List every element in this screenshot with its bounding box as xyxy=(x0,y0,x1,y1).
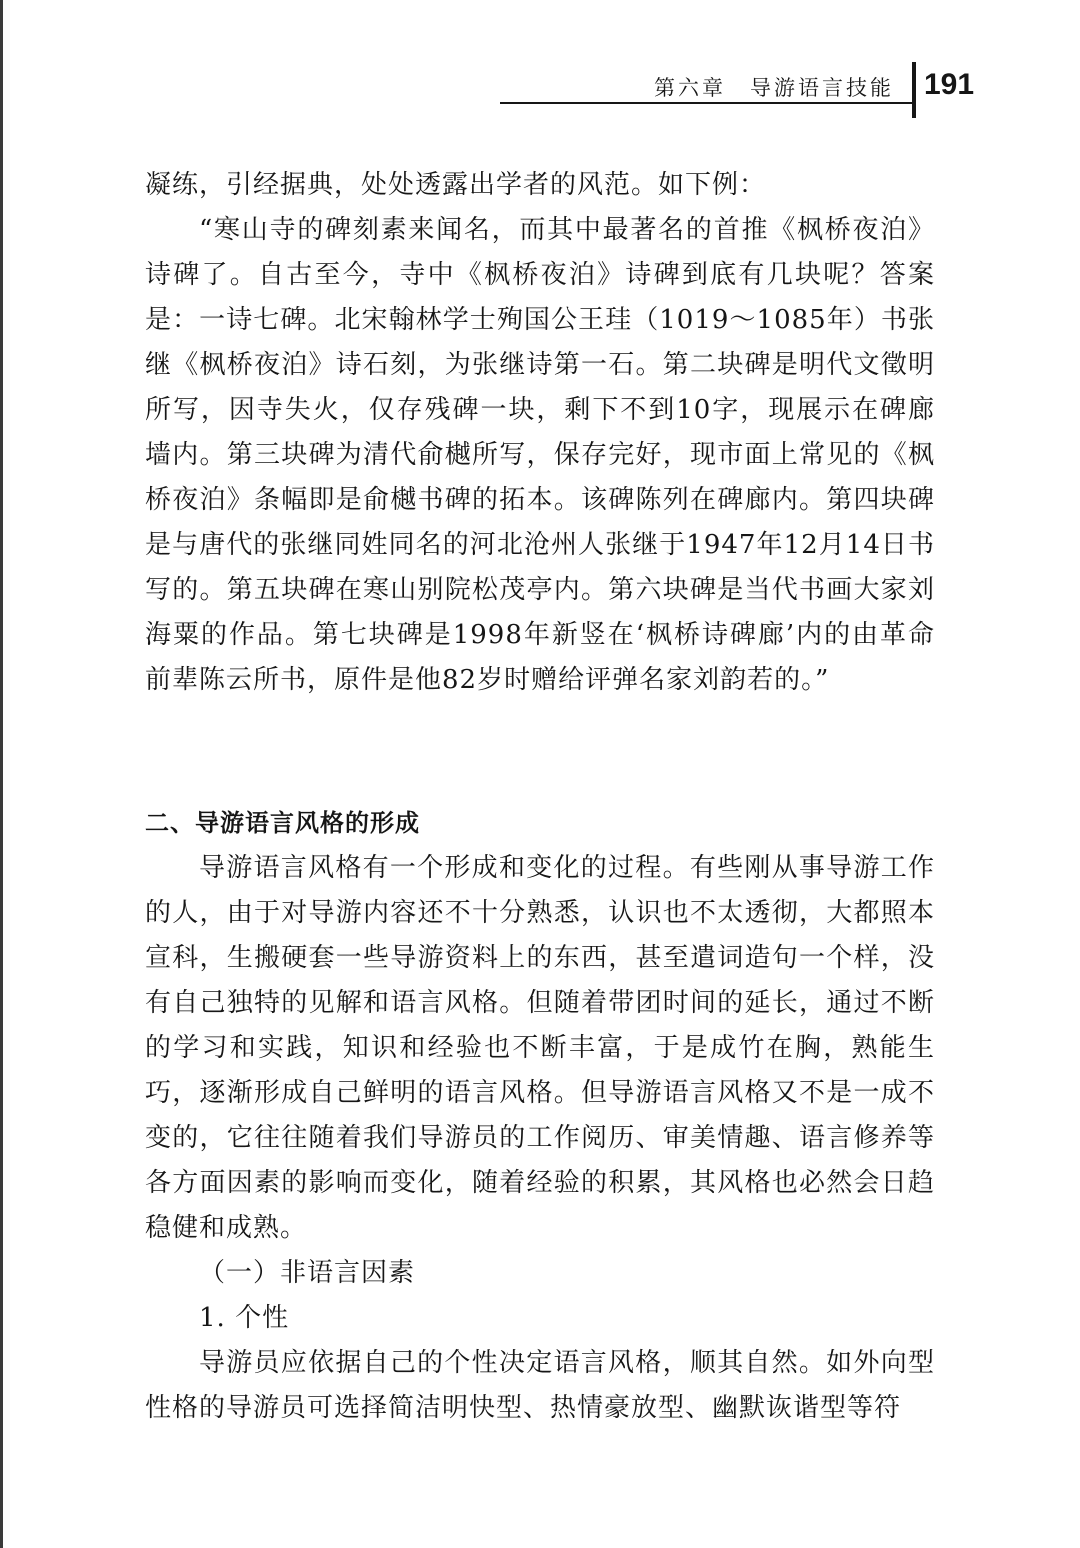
header-rule xyxy=(500,102,916,104)
text-block-example xyxy=(145,163,935,703)
page-number: 191 xyxy=(924,68,975,101)
running-header xyxy=(500,62,980,122)
text-block-section xyxy=(145,801,935,1431)
page-edge-shadow xyxy=(0,0,3,1548)
header-divider-bar xyxy=(912,62,916,118)
paragraph-personality: 导游员应依据自己的个性决定语言风格，顺其自然。如外向型性格的导游员可选择简洁明快型、热情豪放型、幽默诙谐型等符 xyxy=(145,1348,935,1423)
subheading-personality: 1. 个性 xyxy=(199,1303,290,1333)
section-heading: 二、导游语言风格的形成 xyxy=(145,809,420,837)
paragraph-quote: “寒山寺的碑刻素来闻名，而其中最著名的首推《枫桥夜泊》诗碑了。自古至今，寺中《枫桥夜泊》诗碑到底有几块呢？答案是：一诗七碑。北宋翰林学士殉国公王珪（1019～1085年）书张继《枫桥夜泊》诗石刻，为张继诗第一石。第二块碑是明代文徵明所写，因寺失火，仅存残碑一块，剩下不到10字，现展示在碑廊墙内。第三块碑为清代俞樾所写，保存完好，现市面上常见的《枫桥夜泊》条幅即是俞樾书碑的拓本。该碑陈列在碑廊内。第四块碑是与唐代的张继同姓同名的河北沧州人张继于1947年12月14日书写的。第五块碑在寒山别院松茂亭内。第六块碑是当代书画大家刘海粟的作品。第七块碑是1998年新竖在‘枫桥诗碑廊’内的由革命前辈陈云所书，原件是他82岁时赠给评弹名家刘韵若的。” xyxy=(145,215,935,695)
paragraph-intro: 凝练，引经据典，处处透露出学者的风范。如下例： xyxy=(145,170,767,200)
chapter-title: 第六章 导游语言技能 xyxy=(654,76,894,100)
paragraph-style-formation: 导游语言风格有一个形成和变化的过程。有些刚从事导游工作的人，由于对导游内容还不十分熟悉，认识也不太透彻，大都照本宣科，生搬硬套一些导游资料上的东西，甚至遣词造句一个样，没有自己独特的见解和语言风格。但随着带团时间的延长，通过不断的学习和实践，知识和经验也不断丰富，于是成竹在胸，熟能生巧，逐渐形成自己鲜明的语言风格。但导游语言风格又不是一成不变的，它往往随着我们导游员的工作阅历、审美情趣、语言修养等各方面因素的影响而变化，随着经验的积累，其风格也必然会日趋稳健和成熟。 xyxy=(145,853,935,1243)
subheading-non-language-factors: （一）非语言因素 xyxy=(199,1258,416,1288)
